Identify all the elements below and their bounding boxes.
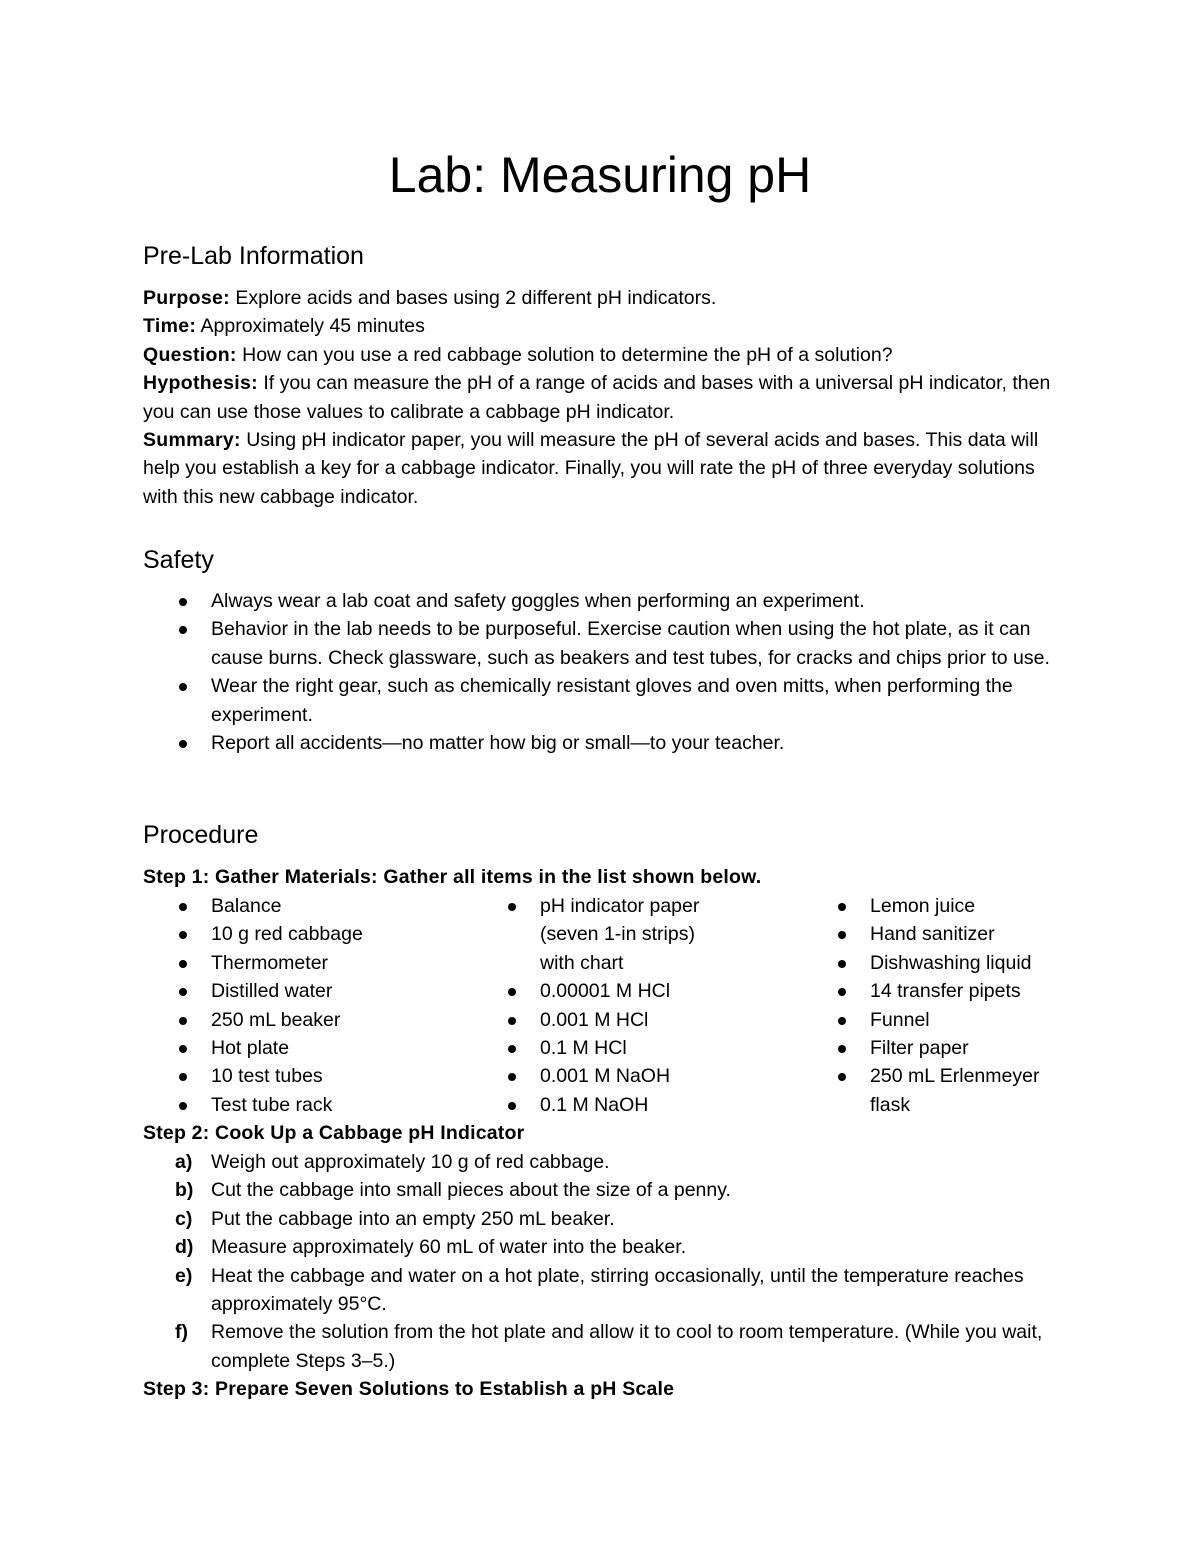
bullet-icon [179,960,187,968]
purpose-text: Explore acids and bases using 2 different pH indicators. [229,287,717,309]
procedure-heading: Procedure [143,821,259,849]
step-2-heading: Step 2: Cook Up a Cabbage pH Indicator [143,1122,525,1144]
step-2-item: d) Measure approximately 60 mL of water into the beaker. [175,1236,687,1259]
material-item: 0.1 M NaOH [472,1091,722,1119]
material-item: Funnel [802,1006,1072,1034]
safety-item: Behavior in the lab needs to be purposeful. Exercise caution when using the hot plate, as it can cause burns. Check glassware, such as beakers and test tubes, for cracks and chips prior to use. [143,615,1058,672]
summary-label: Summary: [143,429,241,452]
bullet-icon [179,1073,187,1081]
bullet-icon [838,1045,846,1053]
step-2-item: a) Weigh out approximately 10 g of red cabbage. [175,1151,610,1173]
materials-column-1 [143,892,473,1119]
bullet-icon [179,1045,187,1053]
step-2-list [143,1148,1073,1375]
material-item: Lemon juice [802,892,1072,920]
bullet-icon [838,903,846,911]
bullet-icon [179,931,187,939]
safety-list [143,587,1058,757]
bullet-icon [179,988,187,996]
prelab-heading: Pre-Lab Information [143,242,364,270]
question-label: Question: [143,343,237,366]
material-item: Balance [143,892,473,920]
material-item: Hot plate [143,1034,473,1062]
material-item: 0.1 M HCl [472,1034,722,1062]
bullet-icon [838,1073,846,1081]
material-item: 0.001 M NaOH [472,1062,722,1090]
material-item: Distilled water [143,977,473,1005]
bullet-icon [179,903,187,911]
bullet-icon [838,960,846,968]
bullet-icon [508,903,516,911]
bullet-icon [838,931,846,939]
material-item: 250 mL beaker [143,1006,473,1034]
material-item: 250 mL Erlenmeyer flask [802,1062,1040,1119]
bullet-icon [508,1073,516,1081]
material-item: Hand sanitizer [802,920,1072,948]
safety-item: Wear the right gear, such as chemically resistant gloves and oven mitts, when performing the experiment. [143,672,1058,729]
step-2-item: b) Cut the cabbage into small pieces about the size of a penny. [175,1179,731,1202]
material-item: Thermometer [143,949,473,977]
safety-item: Report all accidents—no matter how big or small—to your teacher. [143,729,1058,757]
materials-column-2 [472,892,722,1119]
bullet-icon [508,1102,516,1110]
material-item: pH indicator paper (seven 1-in strips) with chart [472,892,710,977]
step-3-heading: Step 3: Prepare Seven Solutions to Establish a pH Scale [143,1378,675,1400]
material-item: Filter paper [802,1034,1072,1062]
bullet-icon [179,626,187,634]
bullet-icon [179,1102,187,1110]
step-2-item: f) Remove the solution from the hot plate and allow it to cool to room temperature. (While you wait, complete Steps 3–5.) [175,1321,1043,1372]
question-text: How can you use a red cabbage solution to determine the pH of a solution? [236,343,893,366]
bullet-icon [508,1045,516,1053]
material-item: Test tube rack [143,1091,473,1119]
step-2-item: c) Put the cabbage into an empty 250 mL beaker. [175,1207,615,1230]
hypothesis-text: If you can measure the pH of a range of acids and bases with a universal pH indicator, then you can use those values to calibrate a cabbage pH indicator. [143,372,1051,423]
material-item: 14 transfer pipets [802,977,1072,1005]
summary-text: Using pH indicator paper, you will measure the pH of several acids and bases. This data will help you establish a key for a cabbage indicator. Finally, you will rate the pH of three everyday solutions with this new cabbage indicator. [143,429,1039,508]
bullet-icon [179,1017,187,1025]
prelab-info [143,284,1058,511]
materials-column-3 [802,892,1072,1119]
bullet-icon [508,988,516,996]
materials-list [143,892,1073,1122]
bullet-icon [179,740,187,748]
bullet-icon [179,683,187,691]
bullet-icon [838,988,846,996]
purpose-label: Purpose: [143,287,230,309]
bullet-icon [838,1017,846,1025]
material-item: 10 g red cabbage [143,920,473,948]
time-text: Approximately 45 minutes [196,315,425,338]
step-1-heading: Step 1: Gather Materials: Gather all items in the list shown below. [143,866,762,888]
safety-heading: Safety [143,546,214,574]
material-item: 0.00001 M HCl [472,977,722,1005]
time-label: Time: [143,315,197,338]
safety-item: Always wear a lab coat and safety goggles when performing an experiment. [143,587,1058,615]
material-item: 10 test tubes [143,1062,473,1090]
step-2-item: e) Heat the cabbage and water on a hot plate, stirring occasionally, until the temperature reaches approximately 95°C. [175,1264,1024,1316]
bullet-icon [508,1017,516,1025]
bullet-icon [179,598,187,606]
material-item: 0.001 M HCl [472,1006,722,1034]
hypothesis-label: Hypothesis: [143,372,258,395]
material-item: Dishwashing liquid [802,949,1072,977]
page-title: Lab: Measuring pH [388,147,812,203]
